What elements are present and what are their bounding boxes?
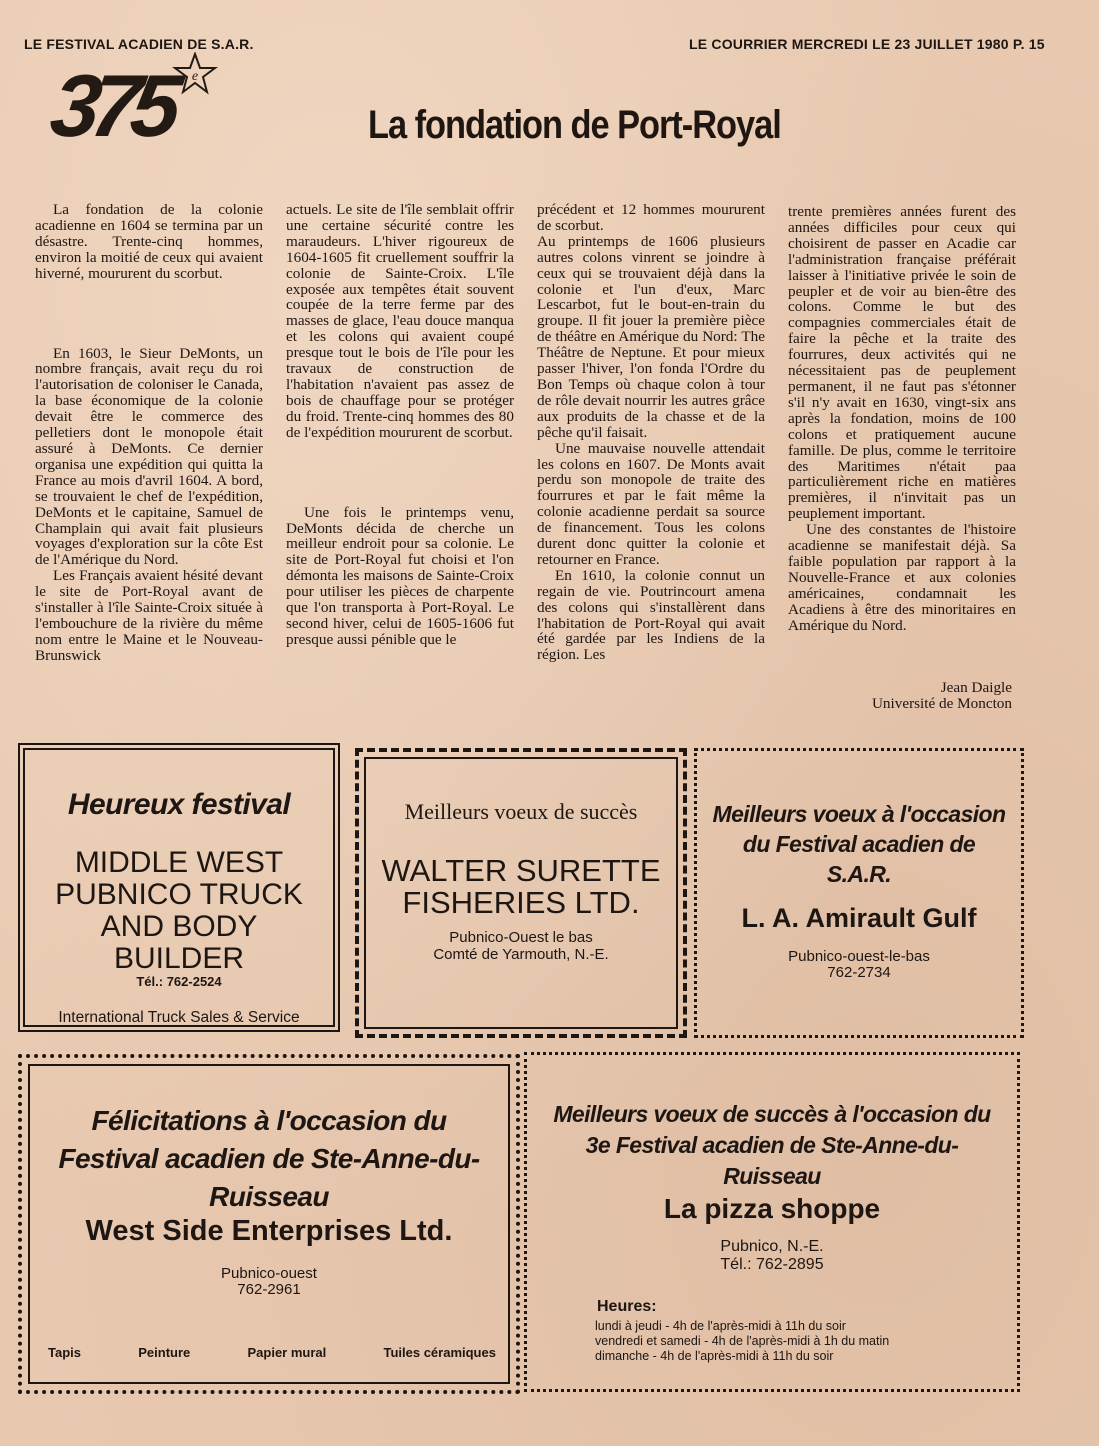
ad-business-name: WALTER SURETTE FISHERIES LTD. — [381, 853, 661, 920]
ad-greeting: Meilleurs voeux à l'occasion du Festival acadien de S.A.R. — [712, 801, 1006, 887]
section-header: LE FESTIVAL ACADIEN DE S.A.R. — [24, 36, 254, 52]
anniversary-logo — [45, 56, 222, 158]
ad-phone: 762-2961 — [237, 1281, 301, 1298]
ad-west-side-enterprises — [18, 1054, 520, 1394]
hours-line: vendredi et samedi - 4h de l'après-midi à 1h du matin — [595, 1334, 890, 1348]
ad-address: Pubnico, N.-E. — [720, 1238, 824, 1255]
article-column-2 — [286, 202, 514, 648]
paragraph: Au printemps de 1606 plusieurs autres colons vinrent se joindre à ceux qui se trouvaient déjà dans la colonie et l'un d'eux, Marc Lescarbot, fut le bout-en-train du groupe. Il fit jouer la première pièce de théâtre en Amérique du Nord: The Théâtre de Neptune. Et pour mieux passer l'hiver, l'on fonda l'Ordre du Bon Temps où chaque colon à tour de rôle devait nourrir les autres grâce aux produits de la chasse et de la pêche qu'il faisait. — [537, 232, 765, 441]
ad-phone: 762-2734 — [827, 964, 891, 981]
service-item: Tapis — [48, 1345, 81, 1360]
ad-address: Pubnico-Ouest le bas — [449, 929, 593, 946]
ad-hours-list — [595, 1319, 889, 1364]
ad-phone: Tél.: 762-2895 — [720, 1256, 824, 1273]
ad-walter-surette — [355, 748, 687, 1038]
ad-pizza-shoppe — [524, 1052, 1020, 1392]
paragraph: Les Français avaient hésité devant le site de Port-Royal avant de s'installer à l'île Sainte-Croix située à l'embouchure de la rivière du même nom entre le Maine et le Nouveau-Brunswick — [35, 567, 263, 664]
ad-footer: International Truck Sales & Service — [58, 1009, 300, 1026]
article-column-3 — [537, 202, 765, 663]
paragraph: trente premières années furent des années difficiles pour ceux qui choisirent de passer en Acadie car l'administration française préférait laisser à l'initiative privée le soin de peupler et de voir au bien-être des colons. Comme le but des compagnies commerciales était de faire la pêche et la traite des fourrures, deux activités qui ne nécessitaient pas de peuplement permanent, il ne faut pas s'étonner s'il n'y avait en 1630, vingt-six ans après la fondation, moins de 100 colons et pratiquement aucune famille. De plus, comme le territoire des Maritimes n'était paa particulièrement riche en matières premières, il n'invitait pas un peuplement important. — [788, 203, 1016, 523]
ad-address: Pubnico-ouest-le-bas — [788, 948, 930, 965]
author-name: Jean Daigle — [940, 679, 1012, 696]
article-title: La fondation de Port-Royal — [368, 103, 781, 147]
paragraph: En 1610, la colonie connut un regain de vie. Poutrincourt amena des colons qui s'installèrent dans l'habitation de Port-Royal qui avait été gardée par les Indiens de la région. Les — [537, 566, 765, 664]
ad-amirault-gulf — [694, 748, 1024, 1038]
article-column-1 — [35, 202, 263, 664]
ad-truck-body-builder — [18, 743, 340, 1032]
ad-address: Pubnico-ouest — [221, 1265, 317, 1282]
ad-business-name: MIDDLE WEST PUBNICO TRUCK AND BODY BUILDER — [55, 846, 303, 975]
paragraph: précédent et 12 hommes moururent de scorbut. — [537, 201, 765, 234]
paragraph: actuels. Le site de l'île semblait offrir une certaine sécurité contre les maraudeurs. L'hiver rigoureux de 1604-1605 fit cruellement souffrir la colonie de Sainte-Croix. L'île exposée aux tempêtes était souvent coupée de la terre ferme par des masses de glace, l'eau douce manqua et les colons qui avaient coupé presque tout le bois de l'île pour les travaux de construction de l'habitation n'avaient pas assez de bois de chauffage pour se protéger du froid. Trente-cinq hommes des 80 de l'expédition moururent de scorbut. — [286, 201, 514, 441]
ad-hours-title: Heures: — [597, 1298, 657, 1315]
ad-greeting: Heureux festival — [67, 788, 291, 821]
service-item: Tuiles céramiques — [383, 1345, 496, 1360]
logo-badge-text: e — [191, 69, 199, 84]
logo-number: 375 — [45, 56, 179, 155]
ad-greeting: Félicitations à l'occasion du Festival acadien de Ste-Anne-du-Ruisseau — [58, 1105, 480, 1212]
ad-business-name: La pizza shoppe — [663, 1193, 881, 1224]
paragraph: Une mauvaise nouvelle attendait les colons en 1607. De Monts avait perdu son monopole de traite des fourrures et par le fait même la colonie acadienne perdait sa source de financement. Tous les colons durent donc quitter la colonie et retourner en France. — [537, 439, 765, 568]
service-item: Peinture — [138, 1345, 191, 1360]
ad-business-name: West Side Enterprises Ltd. — [85, 1215, 453, 1247]
paragraph: La fondation de la colonie acadienne en 1604 se termina par un désastre. Trente-cinq hommes, environ la moitié de ceux qui avaient hiverné, moururent du scorbut. — [35, 201, 263, 282]
paragraph: Une fois le printemps venu, DeMonts décida de cherche un meilleur endroit pour sa colonie. Le site de Port-Royal fut choisi et l'on démonta les maisons de Sainte-Croix pour utiliser les pièces de charpente que l'on transporta à Port-Royal. Le second hiver, celui de 1605-1606 fut presque aussi pénible que le — [286, 503, 514, 648]
article-byline — [792, 680, 1012, 712]
page-dateline: LE COURRIER MERCREDI LE 23 JUILLET 1980 P. 15 — [689, 36, 1045, 52]
paragraph: Une des constantes de l'histoire acadienne se manifestait déjà. Sa faible population par rapport à la Nouvelle-France et aux colonies américaines, condamnait les Acadiens à être des minoritaires en Amérique du Nord. — [788, 521, 1016, 634]
hours-line: lundi à jeudi - 4h de l'après-midi à 11h du soir — [595, 1319, 846, 1333]
author-affiliation: Université de Moncton — [871, 695, 1012, 712]
ad-business-name: L. A. Amirault Gulf — [741, 903, 977, 933]
ad-services-list — [48, 1345, 496, 1360]
ad-greeting: Meilleurs voeux de succès — [404, 799, 638, 824]
service-item: Papier mural — [247, 1345, 327, 1360]
ad-phone: Tél.: 762-2524 — [136, 974, 222, 989]
paragraph: En 1603, le Sieur DeMonts, un nombre français, avait reçu du roi l'autorisation de coloniser le Canada, la base économique de la colonie devait être le commerce des pelletiers dont le monopole était assuré à DeMonts. Ce dernier organisa une expédition qui quitta la France au mois d'avril 1604. A bord, se trouvaient le chef de l'expédition, DeMonts et le capitaine, Samuel de Champlain qui avait fait plusieurs voyages d'exploration sur la côte Est de l'Amérique du Nord. — [35, 344, 263, 569]
ad-address: Comté de Yarmouth, N.-E. — [433, 946, 609, 963]
ad-greeting: Meilleurs voeux de succès à l'occasion du 3e Festival acadien de Ste-Anne-du-Ruisseau — [553, 1101, 991, 1189]
article-column-4 — [788, 204, 1016, 633]
star-badge-icon — [172, 52, 218, 96]
hours-line: dimanche - 4h de l'après-midi à 11h du soir — [595, 1349, 834, 1363]
